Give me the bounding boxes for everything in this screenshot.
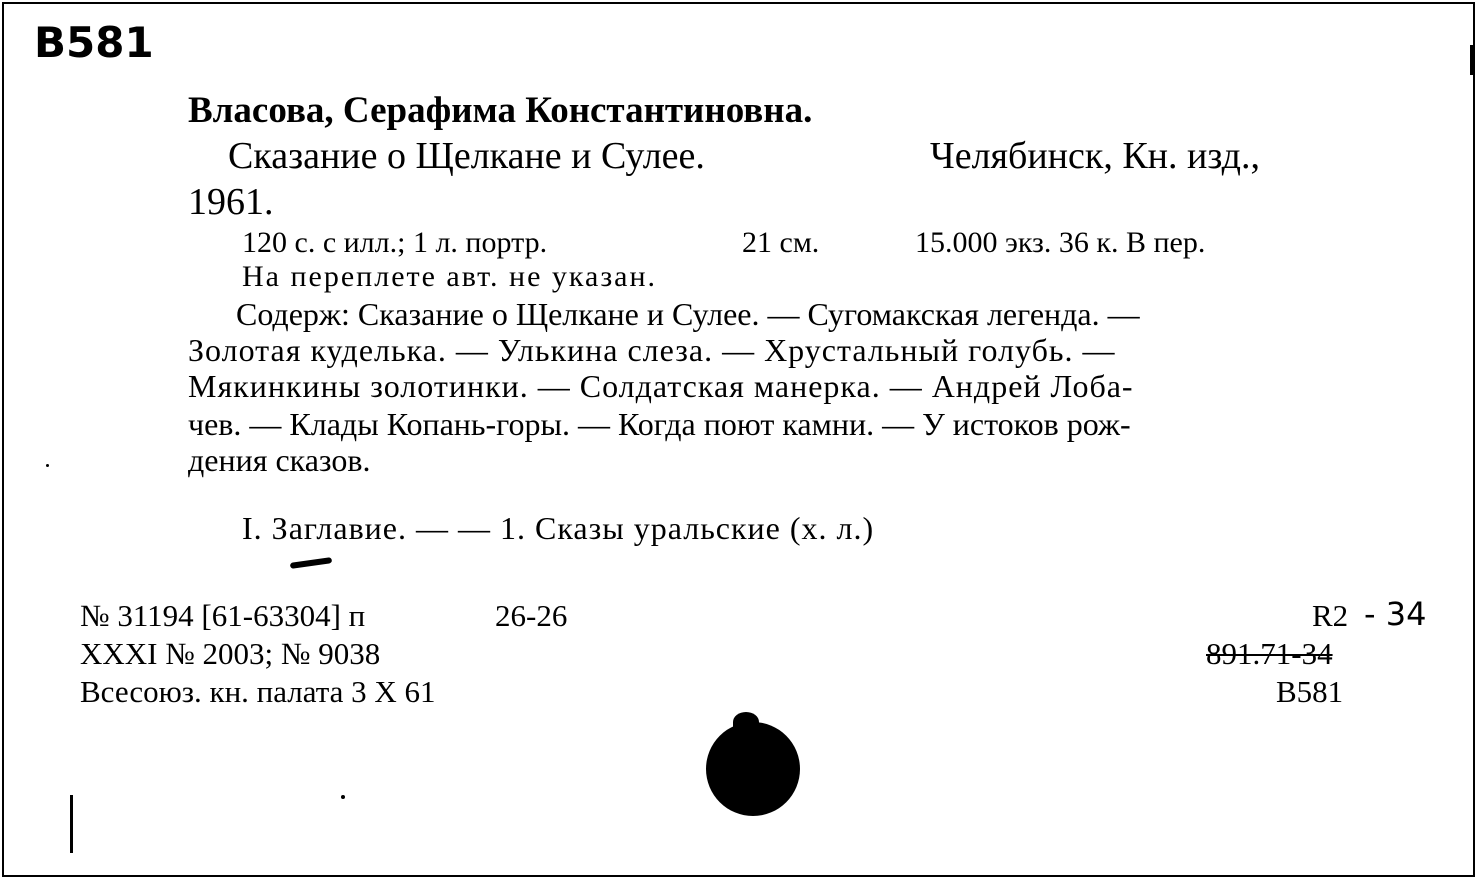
crossed-out-classification: 891.71-34	[1206, 636, 1333, 671]
stray-dot	[1470, 45, 1473, 75]
punch-hole	[706, 722, 800, 816]
year: 1961.	[188, 181, 274, 223]
footer-line: № 31194 [61-63304] п	[80, 598, 366, 633]
contents-line: Содерж: Сказание о Щелкане и Сулее. — Сугомакская легенда. —	[236, 296, 1140, 332]
handwritten-call-number: B581	[34, 18, 154, 67]
classification-r2: R2	[1312, 598, 1349, 633]
note: На переплете авт. не указан.	[242, 260, 658, 293]
stray-dot	[341, 795, 345, 799]
tracings: I. Заглавие. — — 1. Сказы уральские (х. л.)	[242, 510, 875, 546]
handwritten-classification: - 34	[1364, 595, 1427, 633]
contents-line: дения сказов.	[188, 442, 371, 478]
stray-line	[70, 795, 73, 853]
cutter-number: B581	[1276, 674, 1344, 709]
footer-line: XXXI № 2003; № 9038	[80, 636, 381, 671]
author-heading: Власова, Серафима Константиновна.	[188, 90, 813, 131]
stray-dot	[46, 464, 49, 467]
contents-line: Золотая куделька. — Улькина слеза. — Хрустальный голубь. —	[188, 332, 1116, 368]
footer-code: 26-26	[495, 598, 568, 633]
title-line: Сказание о Щелкане и Сулее.	[228, 135, 705, 177]
collation: 120 с. с илл.; 1 л. портр.	[242, 226, 548, 259]
print-run: 15.000 экз. 36 к. В пер.	[915, 226, 1206, 259]
contents-line: чев. — Клады Копань-горы. — Когда поют камни. — У истоков рож-	[188, 406, 1131, 442]
imprint: Челябинск, Кн. изд.,	[930, 135, 1261, 177]
size: 21 см.	[742, 226, 820, 259]
footer-line: Всесоюз. кн. палата 3 X 61	[80, 674, 436, 709]
contents-line: Мякинкины золотинки. — Солдатская манерка. — Андрей Лоба-	[188, 368, 1134, 404]
punch-hole-notch	[733, 712, 759, 732]
